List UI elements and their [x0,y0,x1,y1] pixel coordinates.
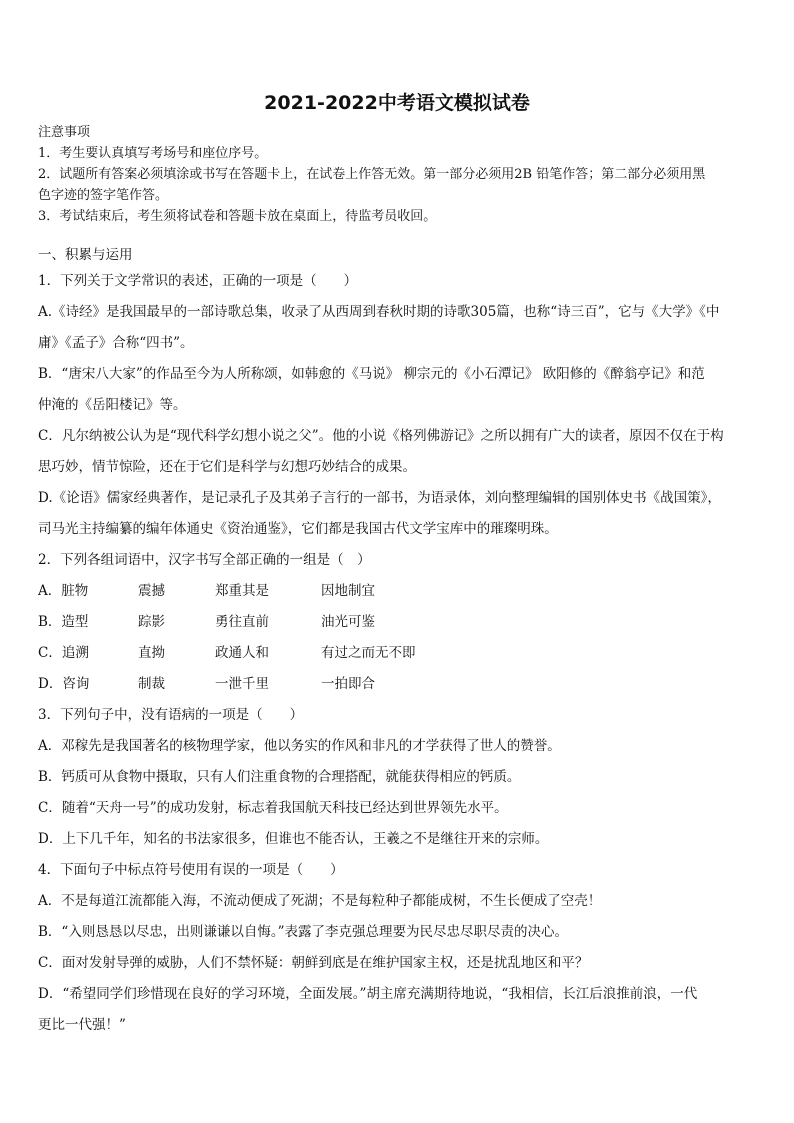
notice-heading: 注意事项 [38,125,91,140]
question-2-option-a [38,576,758,607]
question-2-stem: 2．下列各组词语中，汉字书写全部正确的一组是（ ） [38,552,371,568]
word-cell: 踪影 [138,614,165,630]
word-cell: 一泄千里 [215,676,269,692]
word-cell: A．脏物 [38,583,89,599]
word-cell: D．咨询 [38,676,90,692]
word-cell: 政通人和 [215,645,269,661]
option-text-line: B．“唐宋八大家”的作品至今为人所称颂，如韩愈的《马说》 柳宗元的《小石潭记》 欧阳修的《醉翁亭记》和范 [38,366,705,382]
question-4-option-b: B．“入则恳恳以尽忠，出则谦谦以自悔。”表露了李克强总理要为民尽忠尽职尽责的决心。 [38,924,568,940]
word-cell: 震撼 [138,583,165,599]
question-1-option-c [38,421,758,483]
word-cell: 直拗 [138,645,165,661]
notice-item: 色字迹的签字笔作答。 [38,188,169,203]
option-text-line: A.《诗经》是我国最早的一部诗歌总集，收录了从西周到春秋时期的诗歌305篇，也称“诗三百”，它与《大学》《中 [38,304,720,320]
question-1-option-d [38,483,758,545]
option-text-line: C．凡尔纳被公认为是“现代科学幻想小说之父”。他的小说《格列佛游记》之所以拥有广大的读者，原因不仅在于构 [38,428,724,444]
question-4-option-d [38,979,758,1041]
word-cell: 勇往直前 [215,614,269,630]
option-text-line: 司马光主持编纂的编年体通史《资治通鉴》，它们都是我国古代文学宝库中的璀璨明珠。 [38,521,558,537]
question-3-option-d: D．上下几千年，知名的书法家很多，但谁也不能否认，王羲之不是继往开来的宗师。 [38,831,549,847]
word-cell: 有过之而无不即 [321,645,416,661]
question-4-stem: 4．下面句子中标点符号使用有误的一项是（ ） [38,862,344,878]
word-cell: 油光可鉴 [321,614,375,630]
option-text-line: 思巧妙，情节惊险，还在于它们是科学与幻想巧妙结合的成果。 [38,459,416,475]
question-3-option-a: A．邓稼先是我国著名的核物理学家，他以务实的作风和非凡的才学获得了世人的赞誉。 [38,738,561,754]
word-cell: B．造型 [38,614,89,630]
question-4-option-c: C．面对发射导弹的威胁，人们不禁怀疑：朝鲜到底是在维护国家主权，还是扰乱地区和平？ [38,955,589,971]
word-cell: 制裁 [138,676,165,692]
notice-item: 1．考生要认真填写考场号和座位序号。 [38,146,268,161]
word-cell: 一拍即合 [321,676,375,692]
question-2-option-d [38,669,758,700]
question-4-option-a: A．不是每道江流都能入海，不流动便成了死湖；不是每粒种子都能成树，不生长便成了空壳！ [38,893,602,909]
section-1 [38,244,758,1041]
question-3-option-b: B．钙质可从食物中摄取，只有人们注重食物的合理搭配，就能获得相应的钙质。 [38,769,521,785]
question-1-option-a [38,297,758,359]
notice-item: 3．考试结束后，考生须将试卷和答题卡放在桌面上，待监考员收回。 [38,209,437,224]
option-text-line: D．“希望同学们珍惜现在良好的学习环境，全面发展。”胡主席充满期待地说，“我相信，长江后浪推前浪，一代 [38,986,698,1002]
option-text-line: 更比一代强！” [38,1017,126,1033]
question-2-option-b [38,607,758,638]
word-cell: 因地制宜 [321,583,375,599]
option-text-line: D.《论语》儒家经典著作，是记录孔子及其弟子言行的一部书，为语录体，刘向整理编辑的国别体史书《战国策》， [38,490,721,506]
option-text-line: 仲淹的《岳阳楼记》等。 [38,397,187,413]
option-text-line: 庸》《孟子》合称“四书”。 [38,335,194,351]
question-1-option-b [38,359,758,421]
page-title: 2021-2022中考语文模拟试卷 [264,92,530,114]
question-1-stem: 1．下列关于文学常识的表述，正确的一项是（ ） [38,273,358,289]
notice-block [38,122,758,227]
word-cell: C．追溯 [38,645,89,661]
notice-item: 2．试题所有答案必须填涂或书写在答题卡上，在试卷上作答无效。第一部分必须用2B 铅笔作答；第二部分必须用黑 [38,167,706,182]
question-3-stem: 3．下列句子中，没有语病的一项是（ ） [38,707,304,723]
question-3-option-c: C．随着“天舟一号”的成功发射，标志着我国航天科技已经达到世界领先水平。 [38,800,508,816]
section-title: 一、积累与运用 [38,247,133,263]
word-cell: 郑重其是 [215,583,269,599]
question-2-option-c [38,638,758,669]
